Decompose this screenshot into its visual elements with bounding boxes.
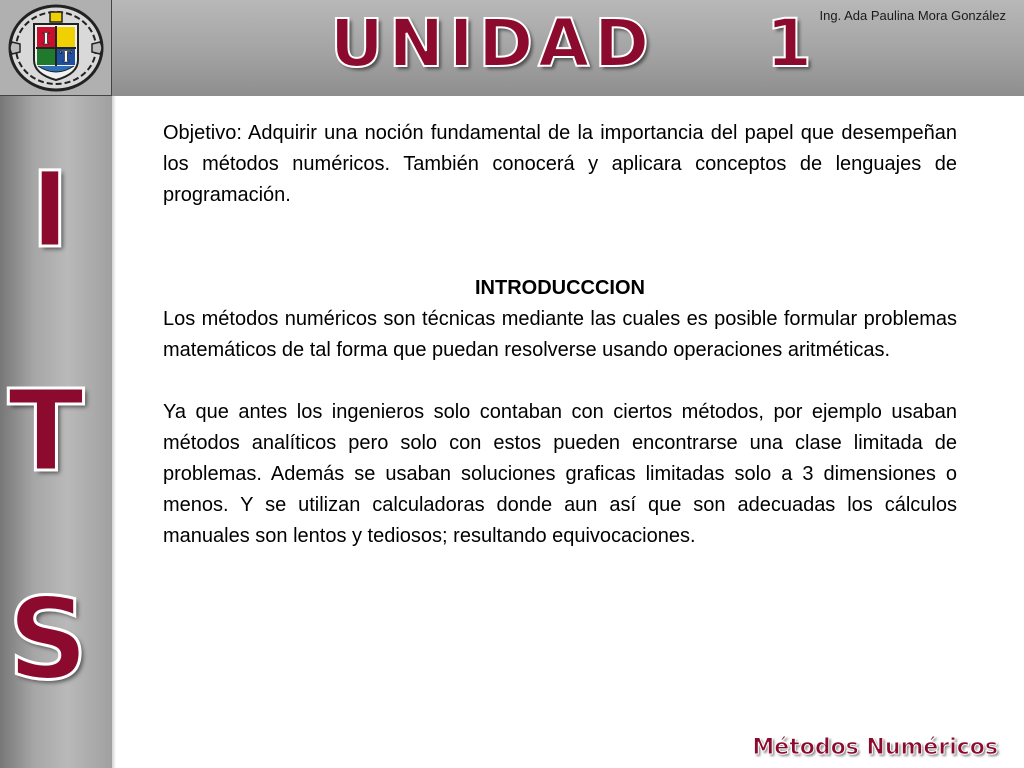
objective-paragraph: Objetivo: Adquirir una noción fundamental de la importancia del papel que desempeñan los métodos numéricos. También conocerá y aplicara conceptos de lenguajes de programación. bbox=[163, 122, 957, 206]
slide-content bbox=[163, 118, 957, 552]
logo-letter-i: I bbox=[42, 29, 50, 48]
sidebar-letter-t: T bbox=[7, 367, 85, 497]
author-name: Ing. Ada Paulina Mora González bbox=[819, 8, 1006, 23]
footer-brand: Métodos Numéricos bbox=[752, 735, 998, 760]
sidebar-letter-s: S bbox=[7, 575, 89, 705]
logo-letter-t: T bbox=[60, 47, 72, 66]
institution-seal-icon bbox=[4, 2, 108, 94]
history-paragraph: Ya que antes los ingenieros solo contaban con ciertos métodos, por ejemplo usaban métodos analíticos pero solo con estos pueden encontrarse una clase limitada de problemas. Además se usaban soluciones graficas limitadas solo a 3 dimensiones o menos. Y se utilizan calculadoras donde aun así que son adecuadas los cálculos manuales son lentos y tediosos; resultando equivocaciones. bbox=[163, 401, 957, 547]
spacer bbox=[163, 211, 957, 273]
spacer bbox=[163, 366, 957, 397]
sidebar-shadow bbox=[112, 96, 116, 768]
sidebar-letter-i: I bbox=[30, 149, 70, 271]
intro-heading: INTRODUCCCION bbox=[475, 277, 645, 299]
intro-paragraph: Los métodos numéricos son técnicas mediante las cuales es posible formular problemas matemáticos de tal forma que puedan resolverse usando operaciones aritméticas. bbox=[163, 308, 957, 361]
page-title: UNIDAD 1 bbox=[330, 5, 817, 82]
logo-box bbox=[0, 0, 112, 96]
